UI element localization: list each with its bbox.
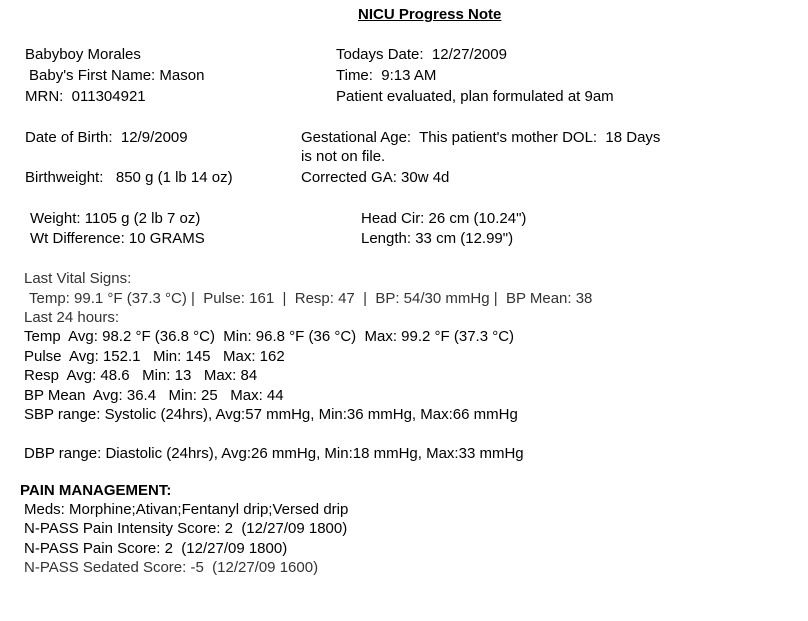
last-vitals-label: Last Vital Signs: (24, 270, 132, 287)
pain-meds: Meds: Morphine;Ativan;Fentanyl drip;Versed drip (24, 501, 349, 518)
bp-mean-24h: BP Mean Avg: 36.4 Min: 25 Max: 44 (24, 387, 284, 404)
todays-date: Todays Date: 12/27/2009 (336, 46, 507, 63)
birthweight: Birthweight: 850 g (1 lb 14 oz) (25, 169, 233, 186)
last-vitals-values: Temp: 99.1 °F (37.3 °C) | Pulse: 161 | Resp: 47 | BP: 54/30 mmHg | BP Mean: 38 (29, 290, 593, 307)
resp-24h: Resp Avg: 48.6 Min: 13 Max: 84 (24, 367, 258, 384)
weight: Weight: 1105 g (2 lb 7 oz) (30, 210, 201, 227)
baby-first-name: Baby's First Name: Mason (29, 67, 205, 84)
patient-name: Babyboy Morales (25, 46, 141, 63)
pain-management-heading: PAIN MANAGEMENT: (20, 482, 172, 499)
corrected-ga: Corrected GA: 30w 4d (301, 169, 450, 186)
last-24-hours-label: Last 24 hours: (24, 309, 120, 326)
npass-pain-score: N-PASS Pain Score: 2 (12/27/09 1800) (24, 540, 288, 557)
mrn: MRN: 011304921 (25, 88, 146, 105)
pulse-24h: Pulse Avg: 152.1 Min: 145 Max: 162 (24, 348, 285, 365)
visit-time: Time: 9:13 AM (336, 67, 437, 84)
date-of-birth: Date of Birth: 12/9/2009 (25, 129, 188, 146)
temp-24h: Temp Avg: 98.2 °F (36.8 °C) Min: 96.8 °F (36 °C) Max: 99.2 °F (37.3 °C) (24, 328, 515, 345)
gestational-age: Gestational Age: This patient's mother DOL: 18 Days (301, 129, 661, 146)
page-title: NICU Progress Note (358, 6, 502, 23)
length: Length: 33 cm (12.99") (361, 230, 514, 247)
gestational-age-continued: is not on file. (301, 148, 386, 165)
head-circumference: Head Cir: 26 cm (10.24") (361, 210, 527, 227)
npass-sedated-score: N-PASS Sedated Score: -5 (12/27/09 1600) (24, 559, 319, 576)
dbp-range: DBP range: Diastolic (24hrs), Avg:26 mmHg, Min:18 mmHg, Max:33 mmHg (24, 445, 524, 462)
weight-difference: Wt Difference: 10 GRAMS (30, 230, 205, 247)
sbp-range: SBP range: Systolic (24hrs), Avg:57 mmHg, Min:36 mmHg, Max:66 mmHg (24, 406, 518, 423)
evaluation-note: Patient evaluated, plan formulated at 9am (336, 88, 614, 105)
npass-pain-intensity: N-PASS Pain Intensity Score: 2 (12/27/09 1800) (24, 520, 348, 537)
